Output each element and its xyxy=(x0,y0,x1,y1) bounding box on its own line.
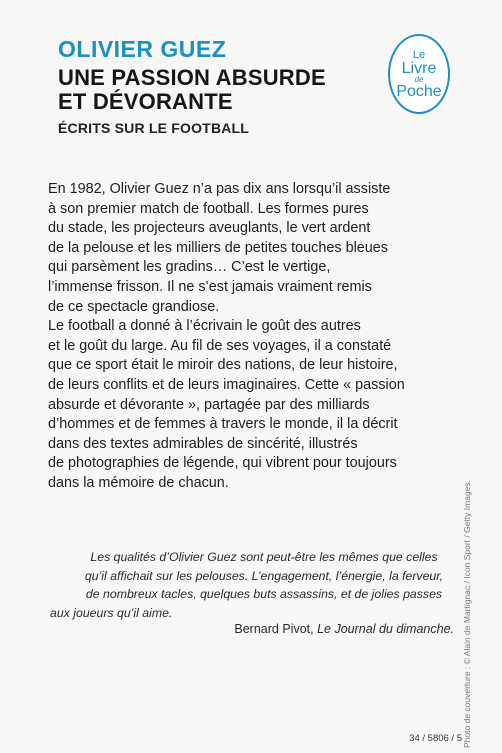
quote-attribution xyxy=(234,622,454,636)
book-title xyxy=(58,66,388,114)
blurb-line: de leurs conflits et de leurs imaginaires. Cette « passion xyxy=(48,376,405,393)
publisher-logo-word-2: Livre xyxy=(401,59,437,77)
blurb-line: d’hommes et de femmes à travers le monde, il la décrit xyxy=(48,416,398,433)
blurb-line: à son premier match de football. Les formes pures xyxy=(48,200,369,217)
attribution-name: Bernard Pivot, xyxy=(234,622,314,636)
blurb-line: Le football a donné à l’écrivain le goût des autres xyxy=(48,318,361,335)
blurb-line: de photographies de légende, qui vibrent pour toujours xyxy=(48,455,397,472)
blurb-line: et le goût du large. Au fil de ses voyages, il a constaté xyxy=(48,337,392,354)
photo-credit: Photo de couverture : © Alain de Martignac / Icon Sport / Getty Images. xyxy=(462,479,472,748)
back-cover-header xyxy=(58,36,388,136)
blurb-line: de la pelouse et les milliers de petites touches bleues xyxy=(48,239,388,256)
quote-line: de nombreux tacles, quelques buts assassins, et de jolies passes xyxy=(85,587,443,602)
blurb-line: En 1982, Olivier Guez n’a pas dix ans lorsqu’il assiste xyxy=(48,181,391,197)
quote-line: qu’il affichait sur les pelouses. L’engagement, l’énergie, la ferveur, xyxy=(84,568,444,583)
blurb-line: dans la mémoire de chacun. xyxy=(48,474,229,491)
blurb-line: que ce sport était le miroir des nations, de leur histoire, xyxy=(48,357,398,374)
blurb-text xyxy=(48,180,478,494)
press-quote xyxy=(48,548,480,622)
publisher-logo-word-4: Poche xyxy=(396,82,442,100)
blurb-line: du stade, les projecteurs aveuglants, le vert ardent xyxy=(48,220,371,237)
book-subtitle: ÉCRITS SUR LE FOOTBALL xyxy=(58,120,250,136)
attribution-source: Le Journal du dimanche. xyxy=(317,622,454,636)
blurb-line: absurde et dévorante », partagée par des milliards xyxy=(48,396,370,413)
blurb-line: de ce spectacle grandiose. xyxy=(48,298,220,315)
blurb-line: l’immense frisson. Il ne s’est jamais vraiment remis xyxy=(48,278,372,295)
quote-line: Les qualités d’Olivier Guez sont peut-être les mêmes que celles xyxy=(90,550,438,564)
book-title-line-1: UNE PASSION ABSURDE xyxy=(58,65,326,90)
publisher-logo-word-3: de xyxy=(414,74,424,84)
blurb-line: qui parsèment les gradins… C’est le vertige, xyxy=(48,259,331,276)
quote-line: aux joueurs qu’il aime. xyxy=(50,605,173,620)
book-title-line-2: ET DÉVORANTE xyxy=(58,89,233,114)
publisher-logo xyxy=(388,34,450,114)
publisher-logo-word-1: Le xyxy=(412,48,426,61)
author-name: OLIVIER GUEZ xyxy=(58,36,227,62)
catalog-code: 34 / 5806 / 5 xyxy=(409,733,462,744)
blurb-line: dans des textes admirables de sincérité, illustrés xyxy=(48,435,358,452)
